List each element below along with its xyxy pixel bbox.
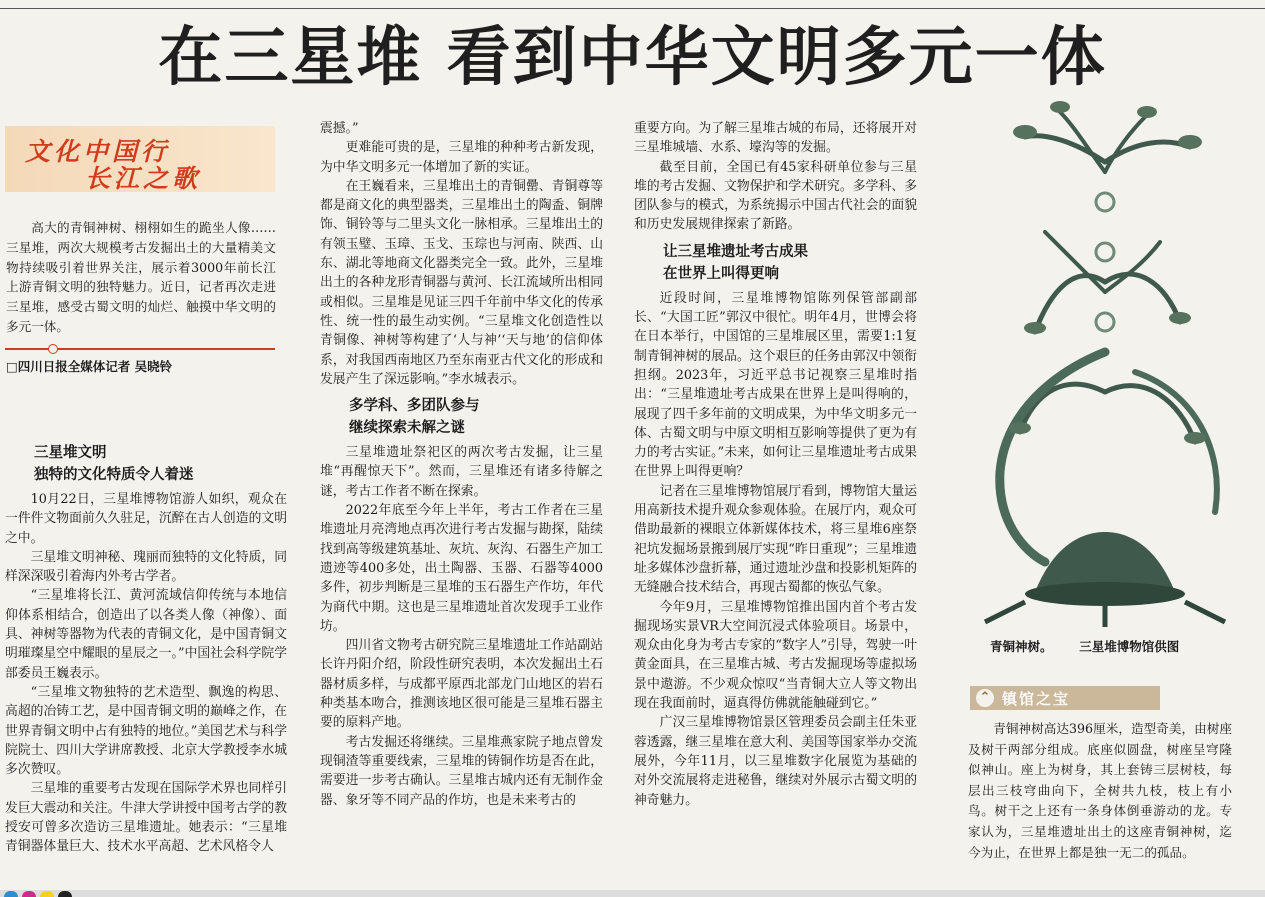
byline: □四川日报全媒体记者 吴晓铃 xyxy=(6,359,173,374)
color-dot-yellow xyxy=(40,891,54,897)
paragraph: 今年9月，三星堆博物馆推出国内首个考古发掘现场实景VR大空间沉浸式体验项目。场景中，观众由化身为考古专家的“数字人”引导，驾驶一叶黄金面具，在三星堆古城、考古发掘现场等虚拟场景中遨游。不少观众惊叹“当青铜大立人等文物出现在我面前时，逼真得仿佛就能触碰到它。” xyxy=(634,599,917,712)
divider-line xyxy=(5,348,275,350)
color-dot-magenta xyxy=(22,891,36,897)
paragraph: 10月22日，三星堆博物馆游人如织，观众在一件件文物面前久久驻足，沉醉在古人创造的文明之中。 xyxy=(5,492,287,546)
col3-subhead xyxy=(663,241,917,285)
color-dot-cyan xyxy=(4,891,18,897)
top-rule xyxy=(0,8,1265,9)
photo-caption xyxy=(990,637,1179,655)
paragraph: 截至目前，全国已有45家科研单位参与三星堆的考古发掘、文物保护和学术研究。多学科、多团队参与的模式，为系统揭示中国古代社会的面貌和历史发展规律探索了新路。 xyxy=(634,159,917,233)
divider-dot xyxy=(48,344,58,354)
color-dot-black xyxy=(58,891,72,897)
caption-credit: 三星堆博物馆供图 xyxy=(1079,639,1180,654)
treasure-text xyxy=(968,719,1232,863)
column-logo xyxy=(5,126,275,192)
page-headline: 在三星堆 看到中华文明多元一体 xyxy=(158,21,1107,95)
paragraph: 记者在三星堆博物馆展厅看到，博物馆大量运用高新技术提升观众参观体验。在展厅内，观众可借助最新的裸眼立体新媒体技术，将三星堆6座祭祀坑发掘场景搬到展厅实现“昨日重现”；三星堆遗址多媒体沙盘折幕，通过遗址沙盘和投影机矩阵的无缝融合技术结合，再现古蜀都的恢弘气象。 xyxy=(634,483,917,596)
chevron-up-icon: ⌃ xyxy=(976,689,994,707)
treasure-label: 镇馆之宝 xyxy=(1002,690,1071,708)
col3-subhead-line2: 在世界上叫得更响 xyxy=(663,265,779,282)
column-logo-line2: 长江之歌 xyxy=(85,164,202,193)
col1-subhead-line1: 三星堆文明 xyxy=(34,445,107,461)
paragraph: 震撼。” xyxy=(320,121,359,136)
intro-text: 高大的青铜神树、栩栩如生的跪坐人像……三星堆，两次大规模考古发掘出土的大量精美文物持续吸引着世界关注，展示着3000年前长江上游青铜文明的独特魅力。近日，记者再次走进三星堆，感受古蜀文明的灿烂、触摸中华文明的多元一体。 xyxy=(6,220,276,334)
col2-subhead-line2: 继续探索未解之谜 xyxy=(349,420,465,437)
column-logo-line1: 文化中国行 xyxy=(25,137,171,166)
col3-subhead-line1: 让三星堆遗址考古成果 xyxy=(663,243,808,260)
article-intro xyxy=(6,218,276,337)
caption-title: 青铜神树。 xyxy=(990,639,1053,654)
paragraph: 考古发掘还将继续。三星堆燕家院子地点曾发现铜渣等重要线索，三星堆的铸铜作坊是否在此，需要进一步考古确认。三星堆古城内还有无制作金器、象牙等不同产品的作坊，也是未来考古的 xyxy=(320,734,603,808)
paragraph: 2022年底至今年上半年，考古工作者在三星堆遗址月亮湾地点再次进行考古发掘与勘探，陆续找到高等级建筑基址、灰坑、灰沟、石器生产加工遗迹等400多处，出土陶器、玉器、石器等4000多件，初步判断是三星堆的玉石器生产作坊，年代为商代中期。这也是三星堆遗址首次发现手工业作坊。 xyxy=(320,503,603,634)
paragraph: 三星堆文明神秘、瑰丽而独特的文化特质，同样深深吸引着海内外考古学者。 xyxy=(5,549,287,585)
bronze-tree-photo xyxy=(965,92,1245,632)
col2-subhead xyxy=(349,395,603,439)
paragraph: 青铜神树高达396厘米，造型奇美，由树座及树干两部分组成。底座似圆盘，树座呈穹隆似神山。座上为树身，其上套铸三层树枝，每层出三枝穹曲向下，全树共九枝，枝上有小鸟。树干之上还有一条身体倒垂游动的龙。专家认为，三星堆遗址出土的这座青铜神树，迄今为止，在世界上都是独一无二的孤品。 xyxy=(968,721,1232,860)
bottom-bar xyxy=(0,890,1265,897)
col1-subhead-line2: 独特的文化特质令人着迷 xyxy=(34,467,194,483)
column-1 xyxy=(5,436,287,857)
paragraph: 三星堆遗址祭祀区的两次考古发掘，让三星堆“再醒惊天下”。然而，三星堆还有诸多待解之谜，考古工作者不断在探索。 xyxy=(320,445,603,499)
paragraph: 四川省文物考古研究院三星堆遗址工作站副站长许丹阳介绍，阶段性研究表明，本次发掘出土石器材质多样，与成都平原西北部龙门山地区的岩石种类基本吻合，推测该地区很可能是三星堆石器主要的原料产地。 xyxy=(320,638,603,731)
paragraph: 广汉三星堆博物馆景区管理委员会副主任朱亚蓉透露，继三星堆在意大利、美国等国家举办交流展外，今年11月，以三星堆数字化展览为基础的对外交流展将走进秘鲁，继续对外展示古蜀文明的神奇魅力。 xyxy=(634,715,917,808)
paragraph: 在王巍看来，三星堆出土的青铜罍、青铜尊等都是商文化的典型器类，三星堆出土的陶盉、铜牌饰、铜铃等与二里头文化一脉相承。三星堆出土的有领玉璧、玉璋、玉戈、玉琮也与河南、陕西、山东、湖北等地商文化器类完全一致。此外，三星堆出土的各种龙形青铜器与黄河、长江流域所出相同或相似。三星堆是见证三四千年前中华文化的传承性、统一性的最生动实例。“三星堆文化创造性以青铜像、神树等构建了‘人与神’‘天与地’的信仰体系，对我国西南地区乃至东南亚古代文化的形成和发展产生了深远影响。”李水城表示。 xyxy=(320,178,603,387)
col1-subhead xyxy=(34,442,287,486)
column-3 xyxy=(634,119,917,810)
paragraph: 重要方向。为了解三星堆古城的布局，还将展开对三星堆城墙、水系、壕沟等的发掘。 xyxy=(634,121,917,156)
paragraph: “三星堆文物独特的艺术造型、飘逸的构思、高超的冶铸工艺，是中国青铜文明的巅峰之作，在世界青铜文明中占有独特的地位。”美国艺术与科学院院士、四川大学讲席教授、北京大学教授李水城多次赞叹。 xyxy=(5,684,287,778)
treasure-tag xyxy=(970,686,1160,710)
column-2 xyxy=(320,119,603,810)
paragraph: “三星堆将长江、黄河流域信仰传统与本地信仰体系相结合，创造出了以各类人像（神像）、面具、神树等器物为代表的青铜文化，是中国青铜文明璀璨星空中耀眼的星辰之一。”中国社会科学院学部委员王巍表示。 xyxy=(5,588,287,681)
paragraph: 近段时间，三星堆博物馆陈列保管部副部长、“大国工匠”郭汉中很忙。明年4月，世博会将在日本举行，中国馆的三星堆展区里，需要1:1复制青铜神树的展品。这个艰巨的任务由郭汉中领衔担纲。2023年，习近平总书记视察三星堆时指出：“三星堆遗址考古成果在世界上是叫得响的，展现了四千多年前的文明成果，为中华文明多元一体、古蜀文明与中原文明相互影响等提供了更为有力的考古实证。”未来，如何让三星堆遗址考古成果在世界上叫得更响？ xyxy=(634,290,917,480)
paragraph: 三星堆的重要考古发现在国际学术界也同样引发巨大震动和关注。牛津大学讲授中国考古学的教授安可曾多次造访三星堆遗址。她表示：“三星堆青铜器体量巨大、技术水平高超、艺术风格令人 xyxy=(5,781,287,855)
paragraph: 更难能可贵的是，三星堆的种种考古新发现，为中华文明多元一体增加了新的实证。 xyxy=(320,140,603,175)
col2-subhead-line1: 多学科、多团队参与 xyxy=(349,398,480,415)
